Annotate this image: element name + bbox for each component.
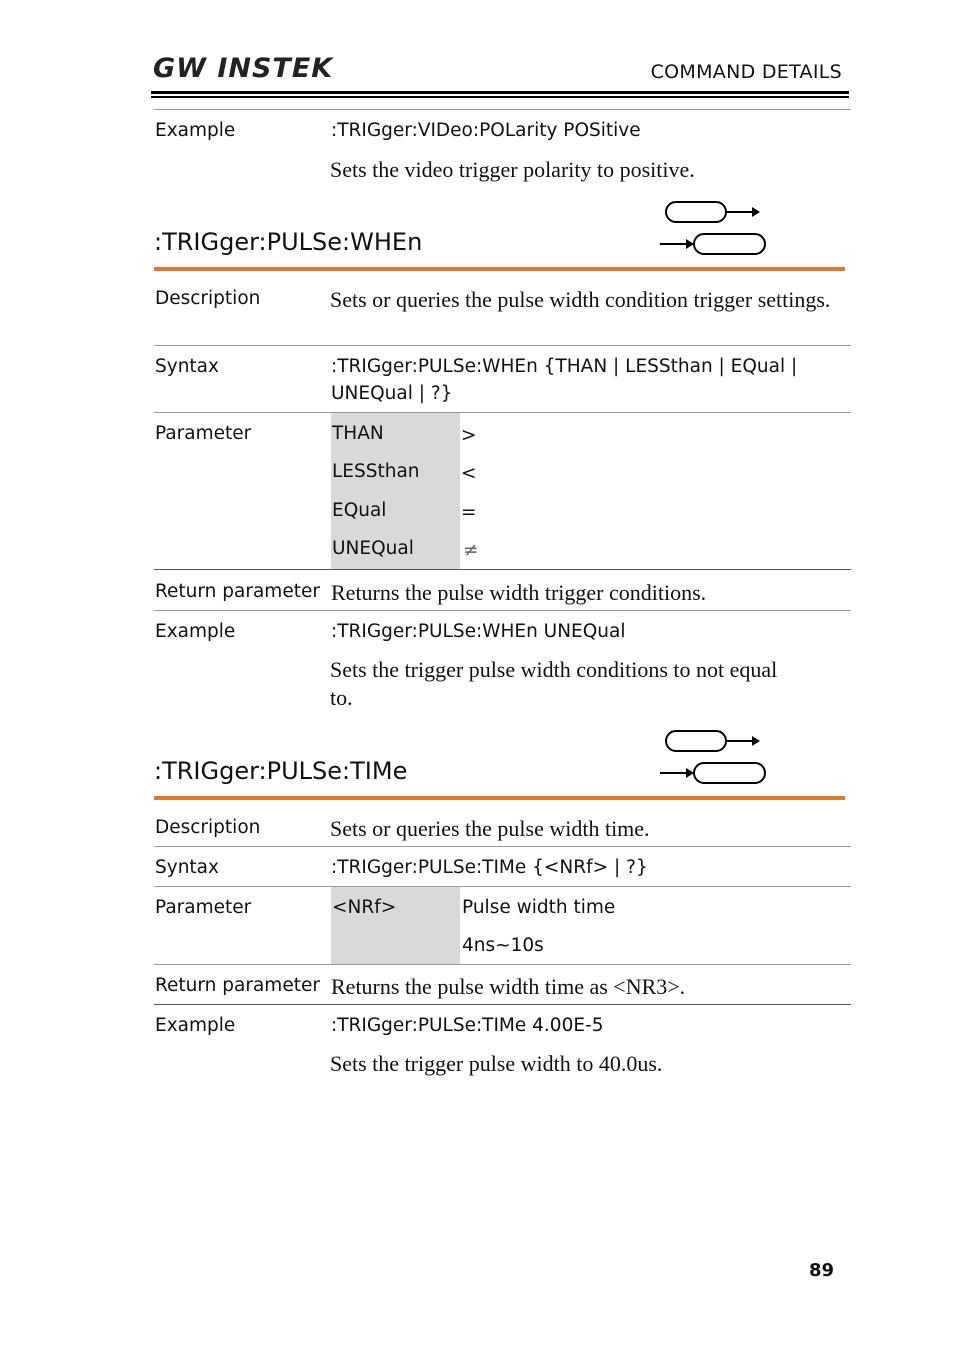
divider	[154, 345, 851, 346]
brand-logo: GW INSTEK	[153, 53, 334, 84]
return-parameter-label: Return parameter	[155, 975, 320, 996]
query-icon	[660, 763, 765, 783]
parameter-name: UNEQual	[332, 538, 414, 559]
set-query-icon	[658, 199, 770, 259]
prev-example-label: Example	[155, 120, 236, 141]
divider	[154, 109, 851, 110]
example-command: :TRIGger:PULSe:TIMe 4.00E-5	[331, 1015, 604, 1036]
parameter-label: Parameter	[155, 423, 252, 444]
header-rule-thick	[151, 91, 849, 94]
example-description-line-2: to.	[330, 685, 353, 710]
header-rule-thin	[151, 96, 849, 98]
parameter-value: >	[461, 425, 477, 446]
example-label: Example	[155, 1015, 236, 1036]
parameter-name: THAN	[332, 423, 384, 444]
set-icon	[666, 202, 760, 222]
divider	[154, 964, 851, 965]
parameter-name: LESSthan	[332, 461, 420, 482]
divider	[154, 412, 851, 413]
return-parameter-label: Return parameter	[155, 581, 320, 602]
header-section-title: COMMAND DETAILS	[650, 61, 842, 83]
section-title-pulse-time: :TRIGger:PULSe:TIMe	[154, 757, 408, 785]
description-label: Description	[155, 288, 261, 309]
divider	[154, 1004, 851, 1005]
prev-example-command: :TRIGger:VIDeo:POLarity POSitive	[331, 120, 641, 141]
example-description-line-1: Sets the trigger pulse width conditions to not equal	[330, 657, 778, 682]
description-label: Description	[155, 817, 261, 838]
parameter-name: EQual	[332, 500, 387, 521]
description-text: Sets or queries the pulse width condition trigger settings.	[330, 287, 831, 312]
set-icon	[666, 731, 760, 751]
example-command: :TRIGger:PULSe:WHEn UNEQual	[331, 621, 626, 642]
parameter-value: ≠	[463, 540, 479, 561]
section-rule	[154, 267, 845, 271]
parameter-name: <NRf>	[332, 897, 397, 918]
divider	[154, 886, 851, 887]
prev-example-description: Sets the video trigger polarity to positive.	[330, 157, 695, 182]
page-number: 89	[808, 1260, 834, 1281]
divider	[154, 610, 851, 611]
section-title-pulse-when: :TRIGger:PULSe:WHEn	[154, 228, 423, 256]
query-icon	[660, 234, 765, 254]
syntax-line-2: UNEQual | ?}	[331, 383, 453, 404]
divider	[154, 569, 851, 570]
syntax-label: Syntax	[155, 857, 219, 878]
syntax-label: Syntax	[155, 356, 219, 377]
divider	[154, 846, 851, 847]
parameter-value: =	[461, 502, 477, 523]
parameter-label: Parameter	[155, 897, 252, 918]
section-rule	[154, 796, 845, 800]
set-query-icon	[658, 728, 770, 788]
syntax-text: :TRIGger:PULSe:TIMe {<NRf> | ?}	[331, 857, 648, 878]
return-parameter-text: Returns the pulse width trigger conditions.	[331, 580, 707, 605]
example-label: Example	[155, 621, 236, 642]
parameter-range: 4ns~10s	[462, 935, 544, 956]
description-text: Sets or queries the pulse width time.	[330, 816, 650, 841]
return-parameter-text: Returns the pulse width time as <NR3>.	[331, 974, 686, 999]
parameter-value: <	[461, 463, 477, 484]
example-description: Sets the trigger pulse width to 40.0us.	[330, 1051, 663, 1076]
syntax-line-1: :TRIGger:PULSe:WHEn {THAN | LESSthan | EQual |	[331, 356, 798, 377]
parameter-description: Pulse width time	[462, 897, 616, 918]
